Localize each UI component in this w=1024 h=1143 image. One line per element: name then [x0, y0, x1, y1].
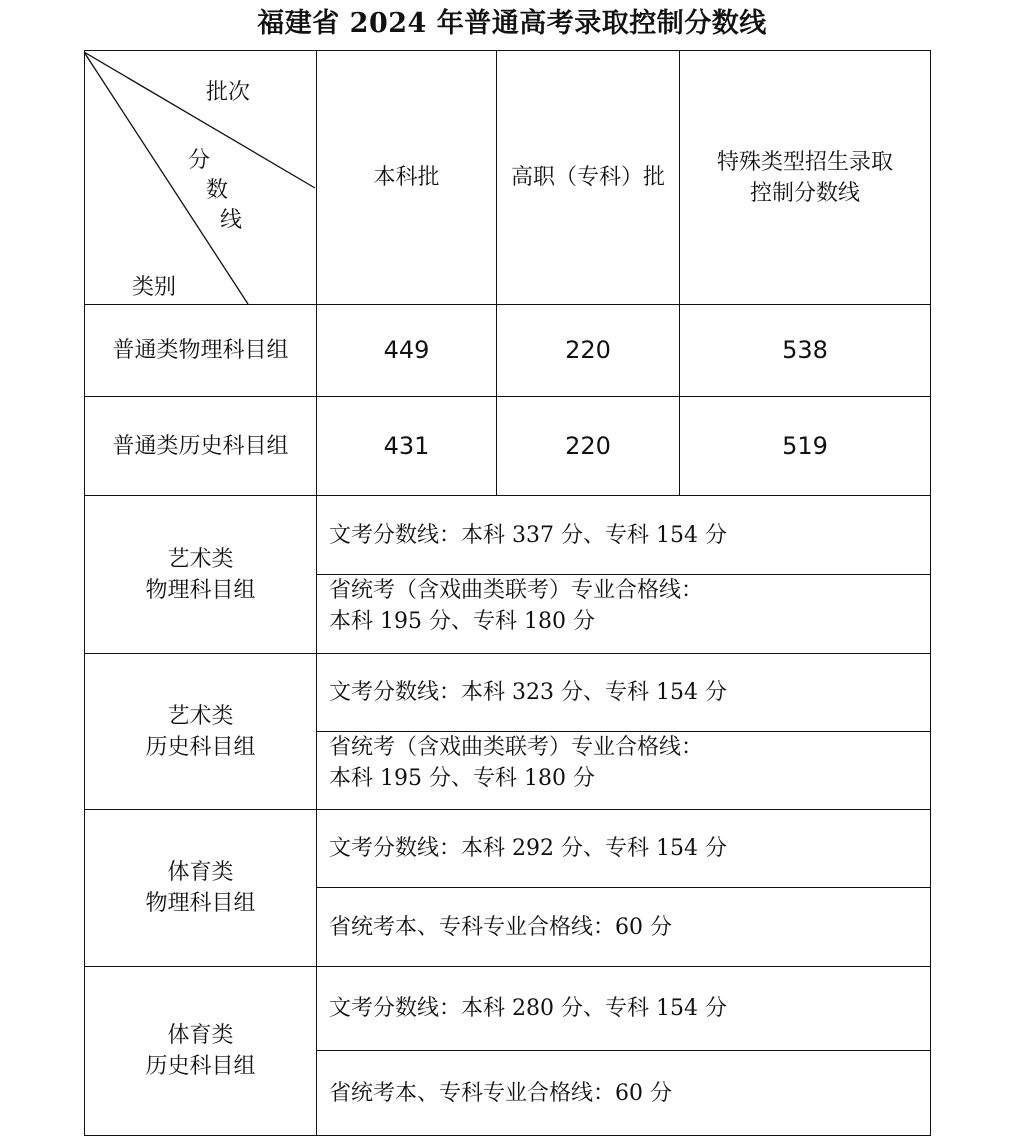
row-physics-benke: 449 [383, 336, 430, 364]
group-category-line-1: 艺术类 [167, 703, 234, 729]
group-category-line-1: 体育类 [167, 1023, 234, 1048]
row-history-benke: 431 [383, 431, 430, 460]
group-sports-physics-culture-line: 文考分数线：本科 292 分、专科 154 分 [329, 836, 727, 861]
header-zhuanke: 高职（专科）批 [510, 165, 665, 190]
major-line-text-2: 本科 195 分、专科 180 分 [329, 766, 595, 791]
header-benke: 本科批 [373, 165, 440, 190]
header-category-label: 类别 [132, 275, 177, 300]
header-batch-label: 批次 [206, 80, 251, 105]
row-history-zhuanke: 220 [565, 431, 611, 460]
group-sports-physics-major-line: 省统考本、专科专业合格线：60 分 [329, 914, 672, 940]
group-sports-physics-category [85, 810, 316, 966]
major-line-text-1: 省统考（含戏曲类联考）专业合格线： [329, 578, 704, 603]
page-title: 福建省 2024 年普通高考录取控制分数线 [257, 8, 767, 39]
group-sports-history-major-line: 省统考本、专科专业合格线：60 分 [329, 1080, 672, 1106]
group-category-line-2: 历史科目组 [145, 1054, 256, 1079]
row-history-special: 519 [782, 431, 828, 460]
row-physics-category: 普通类物理科目组 [112, 338, 289, 363]
diagonal-header-lines [84, 50, 317, 305]
header-special-line-1: 特殊类型招生录取 [716, 149, 893, 175]
group-category-line-2: 物理科目组 [145, 577, 256, 603]
group-category-line-1: 艺术类 [167, 546, 234, 572]
group-art-physics-major-line [317, 575, 930, 653]
group-art-history-culture-line: 文考分数线：本科 323 分、专科 154 分 [329, 680, 727, 705]
group-category-line-2: 物理科目组 [145, 891, 256, 916]
header-score-char-3: 线 [220, 208, 243, 233]
header-score-char-1: 分 [188, 148, 211, 173]
group-sports-history-culture-line: 文考分数线：本科 280 分、专科 154 分 [329, 996, 727, 1021]
row-history-category: 普通类历史科目组 [112, 433, 289, 459]
group-art-physics-category [85, 496, 316, 653]
group-art-history-major-line [317, 732, 930, 809]
group-category-line-1: 体育类 [167, 860, 234, 885]
major-line-text-1: 省统考（含戏曲类联考）专业合格线： [329, 735, 704, 760]
row-physics-special: 538 [782, 336, 828, 364]
group-art-physics-culture-line: 文考分数线：本科 337 分、专科 154 分 [329, 522, 727, 548]
group-category-line-2: 历史科目组 [145, 734, 256, 760]
row-physics-zhuanke: 220 [565, 336, 611, 364]
score-table [84, 50, 931, 1136]
group-art-history-category [85, 654, 316, 809]
major-line-text-2: 本科 195 分、专科 180 分 [329, 609, 595, 634]
header-special [680, 51, 930, 304]
header-special-line-2: 控制分数线 [749, 180, 860, 206]
group-sports-history-category [85, 967, 316, 1135]
header-score-char-2: 数 [206, 178, 229, 203]
